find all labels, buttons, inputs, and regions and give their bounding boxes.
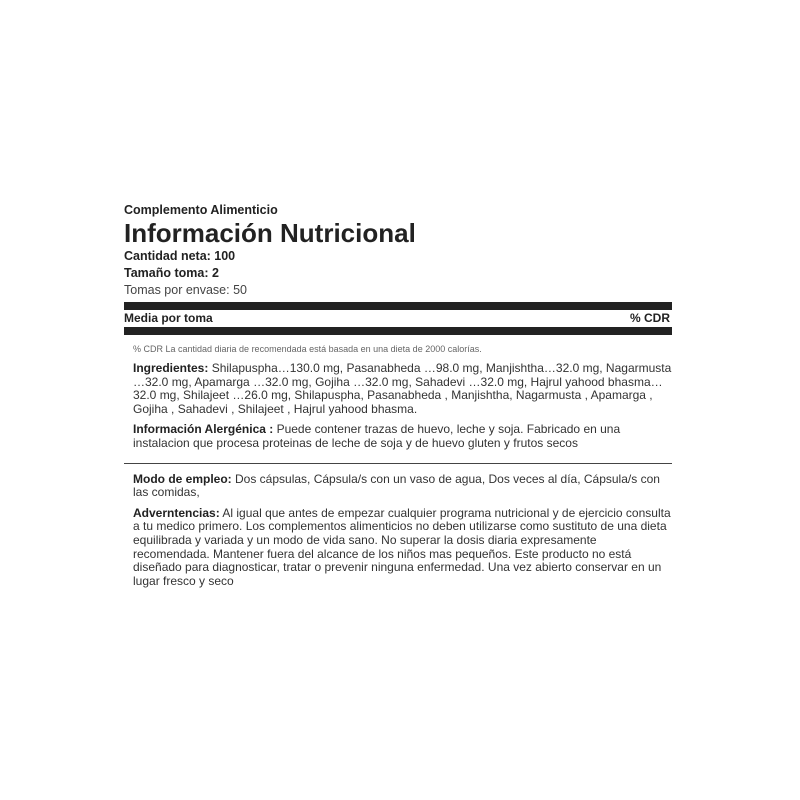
serving-header-left: Media por toma: [124, 311, 213, 325]
serving-header: [124, 310, 672, 327]
product-category: Complemento Alimenticio: [124, 203, 278, 217]
ingredients-label: Ingredientes:: [133, 361, 209, 375]
warnings-label: Adverntencias:: [133, 505, 220, 520]
label-title: Información Nutricional: [124, 218, 416, 248]
allergen-text: Puede contener trazas de huevo, leche y soja. Fabricado en una instalacion que procesa proteinas de leche de soja y de huevo gluten y frutos secos: [133, 422, 621, 450]
allergen-label: Información Alergénica :: [133, 422, 274, 437]
serving-header-right: % CDR: [629, 311, 670, 325]
warnings-paragraph: [133, 507, 672, 589]
usage-label: Modo de empleo:: [133, 471, 232, 486]
divider-medium: [124, 327, 672, 335]
servings-per-container: Tomas por envase: 50: [124, 283, 247, 297]
allergen-paragraph: [133, 423, 672, 450]
divider-thin: [124, 463, 672, 464]
net-quantity: Cantidad neta: 100: [124, 249, 236, 263]
divider-thick: [124, 302, 672, 310]
warnings-text: Al igual que antes de empezar cualquier programa nutricional y de ejercicio consulta a tu medico primero. Los complementos alimenticios no deben utilizarse como sustituto de una dieta equilibrada y variada y un modo de vida sano. No superar la dosis diaria expresamente recomendada. Mantener fuera del alcance de los niños mas pequeños. Este producto no está diseñado para diagnosticar, tratar o prevenir ninguna enfermedad. Una vez abierto conservar en un lugar fresco y seco: [133, 505, 671, 588]
ingredients-section: [124, 344, 672, 451]
usage-text: Dos cápsulas, Cápsula/s con un vaso de agua, Dos veces al día, Cápsula/s con las comidas,: [133, 471, 660, 500]
ingredients-text: Shilapuspha…130.0 mg, Pasanabheda …98.0 mg, Manjishtha…32.0 mg, Nagarmusta …32.0 mg, Apamarga …32.0 mg, Gojiha …32.0 mg, Sahadevi …32.0 mg, Hajrul yahood bhasma…32.0 mg, Shilajeet …26.0 mg, Shilapuspha, Pasanabheda , Manjishtha, Nagarmusta , Apamarga , Gojiha , Sahadevi , Shilajeet , Hajrul yahood bhasma.: [133, 361, 672, 416]
serving-size: Tamaño toma: 2: [124, 266, 219, 280]
cdr-footnote: % CDR La cantidad diaria de recomendada está basada en una dieta de 2000 calorías.: [133, 344, 482, 354]
ingredients-paragraph: [133, 362, 672, 416]
usage-section: [124, 473, 672, 589]
usage-paragraph: [133, 473, 672, 500]
nutrition-label: [124, 203, 672, 588]
